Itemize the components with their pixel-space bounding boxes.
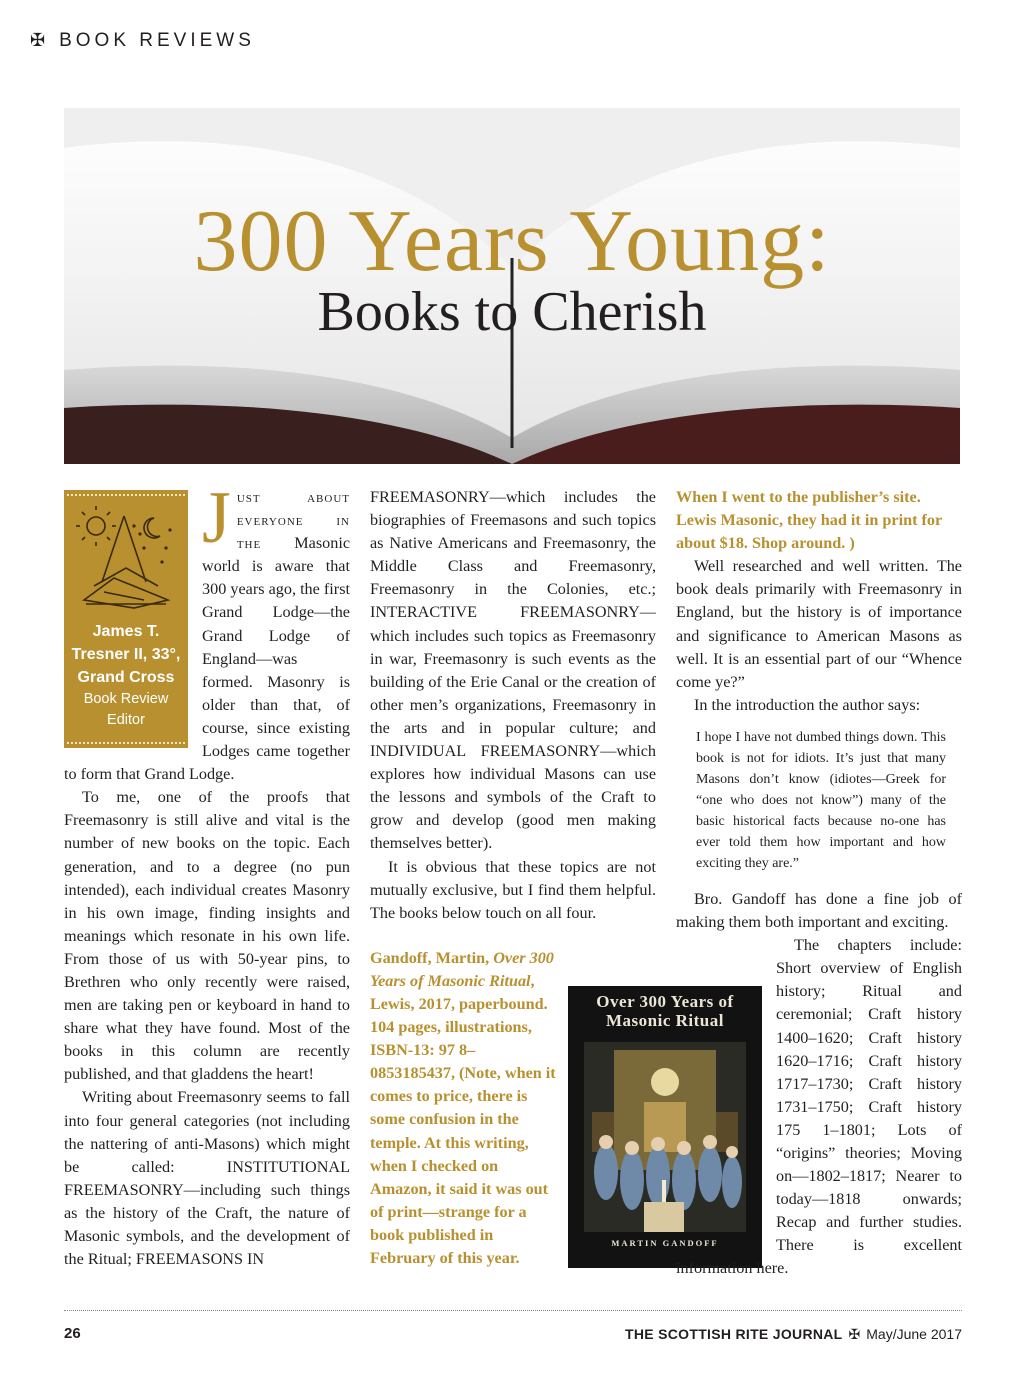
book-citation xyxy=(370,947,556,1270)
column-1 xyxy=(64,477,350,1271)
footer-journal xyxy=(625,1326,962,1343)
citation-title: Over 300 Years of Masonic Ritual xyxy=(370,948,554,990)
hero-banner xyxy=(64,108,960,464)
column-3 xyxy=(676,486,962,1278)
book-citation-end: When I went to the publisher’s site. Lewis Masonic, they had it in print for about $18. Shop around. ) xyxy=(676,488,942,553)
drop-cap: J xyxy=(202,477,231,559)
section-header xyxy=(30,30,255,52)
footer-divider xyxy=(64,1310,962,1311)
citation-details: , Lewis, 2017, paperbound. 104 pages, illustrations, ISBN-13: 97 8–0853185437, (Note, when it comes to price, there is some confusion in the temple. At this writing, when I checked on Amazon, it said it was out of print—strange for a book published in February of this year. xyxy=(370,971,556,1267)
article-subtitle: Books to Cherish xyxy=(317,281,707,343)
dotted-border xyxy=(67,494,185,496)
masonic-emblem-icon xyxy=(74,504,178,614)
paragraph: Bro. Gandoff has done a fine job of making them both important and exciting. xyxy=(676,889,962,932)
book-cover-title: Over 300 Years of Masonic Ritual xyxy=(596,992,734,1030)
book-cover-author: MARTIN GANDOFF xyxy=(611,1238,719,1248)
block-quote: I hope I have not dumbed things down. This book is not for idiots. It’s just that many Masons don’t know (idiotes—Greek for “one who does not know”) many of the basic historical facts because no-one has ever told them how important and how exciting they are.” xyxy=(696,729,946,871)
page-number: 26 xyxy=(64,1325,81,1342)
paragraph: In the introduction the author says: xyxy=(694,695,921,714)
paragraph: To me, one of the proofs that Freemasonry is still alive and vital is the number of new books on the topic. Each generation, and to a degree (no pun intended), each individual creates Masonry in his own image, finding insights and meanings which resonate in his own life. From those of us with 50-year pins, to Brethren who only recently were raised, men are taking pen or keyboard in hand to share what they have found. Most of the books in this column are recently published, and that gladdens the heart! xyxy=(64,788,350,1084)
paragraph: Well researched and well written. The book deals primarily with Freemasonry in England, but the history is of importance and significance to American Masons as well. It is an essential part of our “Whence come ye?” xyxy=(676,557,962,691)
dotted-border xyxy=(67,742,185,744)
cross-icon: ✠ xyxy=(848,1326,861,1342)
author-name: James T. Tresner II, 33°, Grand Cross xyxy=(71,623,181,686)
cross-icon: ✠ xyxy=(30,30,50,50)
citation-author: Gandoff, Martin, xyxy=(370,948,490,967)
paragraph: FREEMASONRY—which includes the biographies of Freemasons and such topics as Native Americans and Freemasonry, the Middle Class and Freemasonry, Freemasonry in the Colonies, etc.; INTERACTIVE FREEMASONRY—which includes such topics as Freemasonry in war, Freemasonry is such events as the building of the Erie Canal or the creation of other men’s organizations, Freemasonry in the arts and in popular culture; and INDIVIDUAL FREEMASONRY—which explores how individual Masons can use the lessons and symbols of the Craft to grow and develop (good men making themselves better). xyxy=(370,488,656,853)
lead-in: ust about everyone in the xyxy=(236,488,350,553)
journal-name: THE SCOTTISH RITE JOURNAL xyxy=(625,1326,843,1342)
chapters-area xyxy=(676,934,962,1278)
article-title: 300 Years Young: xyxy=(193,193,831,290)
author-role: Book Review Editor xyxy=(83,691,169,728)
issue-date: May/June 2017 xyxy=(866,1326,962,1342)
paragraph: The chapters include: Short overview of English history; Ritual and ceremonial; Craft history 1400–1620; Craft history 1620–1716; Craft history 1717–1730; Craft history 1731–1750; Craft history 175 1–1801; Lots of “origins” theories; Moving on—1802–1817; Nearer to today—1818 onwards; Recap and further studies. There is excellent information here. xyxy=(676,936,962,1278)
section-title: BOOK REVIEWS xyxy=(59,30,255,51)
paragraph: Writing about Freemasonry seems to fall into four general categories (not including the nattering of anti-Masons) which might be called: INSTITUTIONAL FREEMASONRY—including such things as the history of the Craft, the nature of Masonic symbols, and the development of the Ritual; FREEMASONS IN xyxy=(64,1088,350,1269)
author-box xyxy=(64,490,188,748)
book-cover-spacer xyxy=(676,934,776,1256)
paragraph-text: Masonic world is aware that 300 years ago, the first Grand Lodge—the Grand Lodge of England—was formed. Masonry is older than that, of course, since existing Lodges came together to form that Grand Lodge. xyxy=(64,534,350,784)
paragraph: It is obvious that these topics are not mutually exclusive, but I find them helpful. The books below touch on all four. xyxy=(370,857,656,922)
